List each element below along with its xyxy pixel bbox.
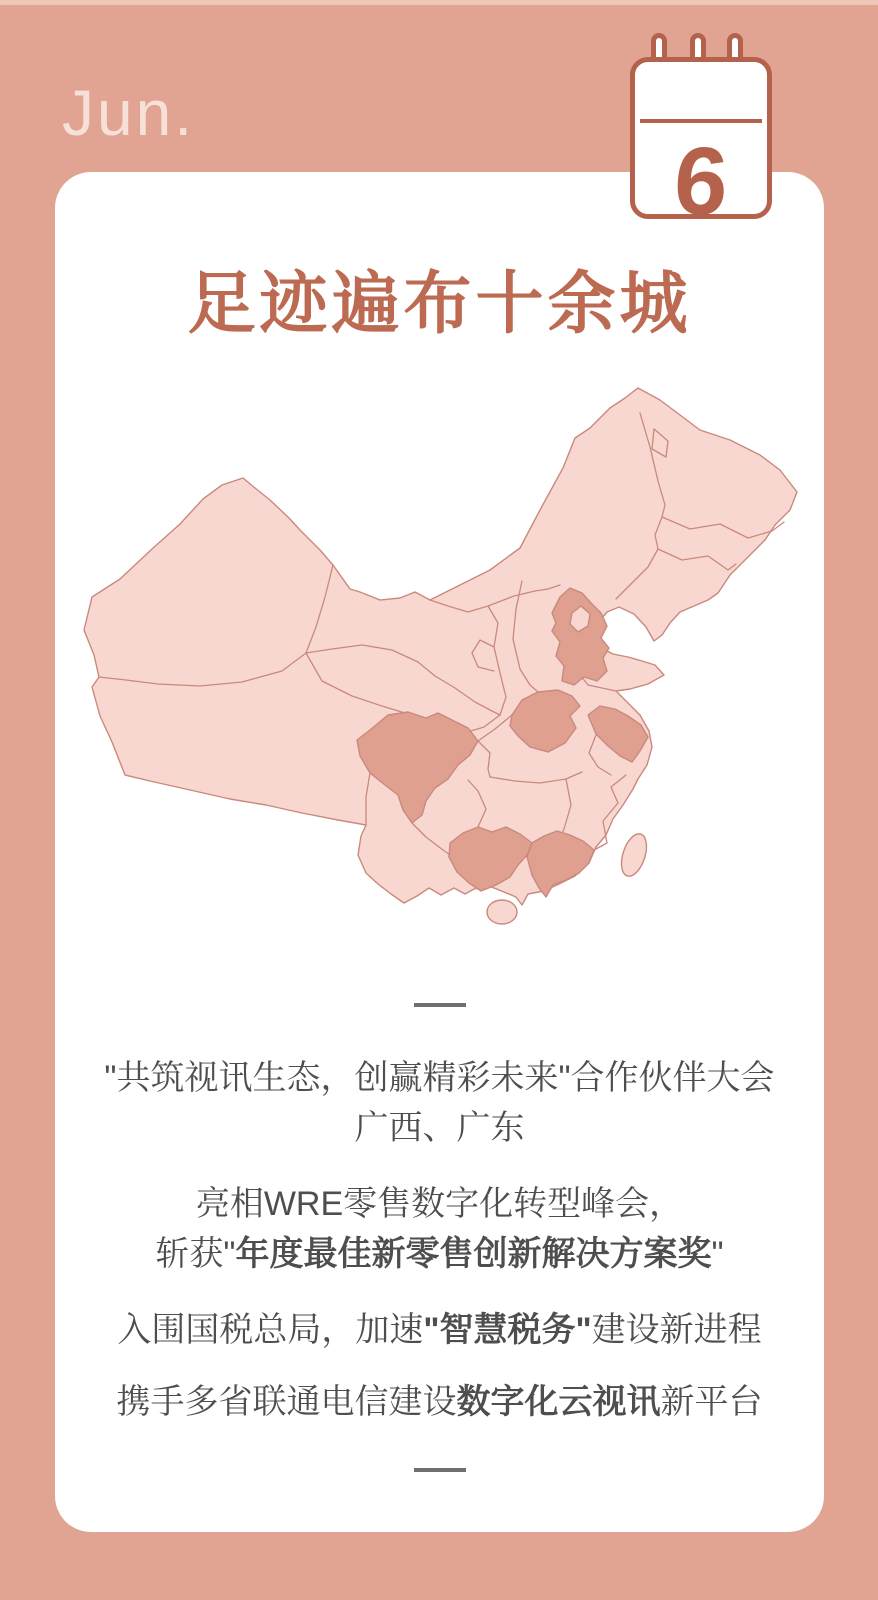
china-map (70, 385, 810, 930)
paragraph (55, 1305, 824, 1355)
paragraph-line (55, 1305, 824, 1355)
event-text-column (55, 1003, 824, 1472)
paragraph (55, 1179, 824, 1279)
text-segment: 年度最佳新零售创新解决方案奖 (235, 1235, 712, 1273)
text-segment: 斩获" (155, 1235, 236, 1273)
calendar-separator (640, 119, 762, 123)
china-outline (84, 388, 797, 905)
top-strip (0, 0, 878, 5)
paragraph-line (55, 1229, 824, 1279)
text-segment: 亮相WRE零售数字化转型峰会， (195, 1185, 684, 1223)
paragraphs (55, 1053, 824, 1427)
text-segment: 数字化云视讯 (456, 1383, 661, 1421)
text-segment: 新平台 (660, 1383, 763, 1421)
text-segment: " (711, 1235, 724, 1273)
content-card (55, 172, 824, 1532)
paragraph-line (55, 1377, 824, 1427)
divider-top (414, 1003, 466, 1007)
text-segment: 携手多省联通电信建设 (116, 1383, 457, 1421)
calendar-day: 6 (671, 128, 731, 235)
text-segment: 建设新进程 (591, 1311, 762, 1349)
island-taiwan (617, 831, 652, 880)
calendar-body (630, 57, 772, 235)
calendar-icon (630, 33, 772, 235)
paragraph-line (55, 1179, 824, 1229)
paragraph (55, 1053, 824, 1153)
paragraph-line (55, 1103, 824, 1153)
text-segment: "共筑视讯生态，创赢精彩未来"合作伙伴大会 (104, 1059, 775, 1097)
month-label: Jun. (62, 77, 195, 149)
divider-bottom (414, 1468, 466, 1472)
text-segment: "智慧税务" (423, 1311, 592, 1349)
text-segment: 入围国税总局，加速 (117, 1311, 424, 1349)
paragraph-line (55, 1053, 824, 1103)
text-segment: 广西、广东 (354, 1109, 525, 1147)
china-map-svg (70, 385, 810, 930)
island-hainan (487, 900, 517, 924)
page-title: 足迹遍布十余城 (187, 266, 692, 342)
paragraph (55, 1377, 824, 1427)
